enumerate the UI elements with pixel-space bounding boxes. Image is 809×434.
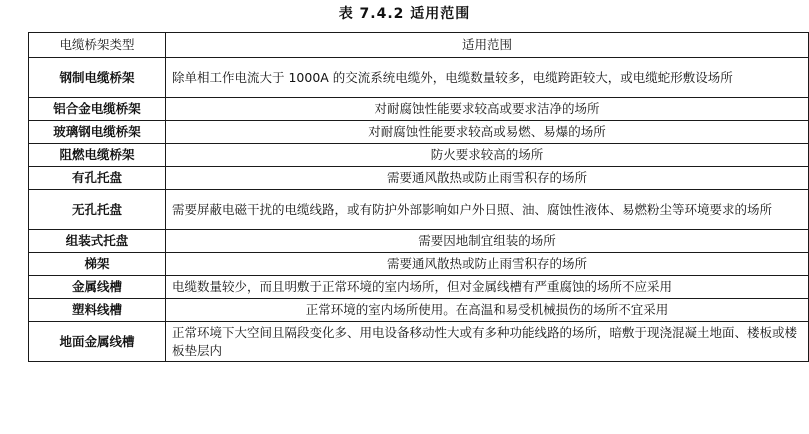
row-scope-cell: 对耐腐蚀性能要求较高或要求洁净的场所 xyxy=(166,98,809,121)
table-row xyxy=(29,299,809,322)
row-scope-cell: 除单相工作电流大于 1000A 的交流系统电缆外，电缆数量较多，电缆跨距较大，或电缆蛇形敷设场所 xyxy=(166,58,809,98)
row-type-cell: 无孔托盘 xyxy=(29,190,166,230)
row-type-cell: 阻燃电缆桥架 xyxy=(29,144,166,167)
table-title: 表 7.4.2 适用范围 xyxy=(338,6,471,22)
row-type-cell: 金属线槽 xyxy=(29,276,166,299)
row-scope-cell: 防火要求较高的场所 xyxy=(166,144,809,167)
table-row xyxy=(29,276,809,299)
row-type-cell: 地面金属线槽 xyxy=(29,322,166,362)
row-type-cell: 钢制电缆桥架 xyxy=(29,58,166,98)
header-type-cell: 电缆桥架类型 xyxy=(29,33,166,58)
table-row xyxy=(29,322,809,362)
table-row xyxy=(29,121,809,144)
row-type-cell: 塑料线槽 xyxy=(29,299,166,322)
application-scope-table xyxy=(28,32,809,362)
table-row xyxy=(29,253,809,276)
row-scope-cell: 电缆数量较少，而且明敷于正常环境的室内场所，但对金属线槽有严重腐蚀的场所不应采用 xyxy=(166,276,809,299)
row-type-cell: 有孔托盘 xyxy=(29,167,166,190)
row-scope-cell: 正常环境的室内场所使用。在高温和易受机械损伤的场所不宜采用 xyxy=(166,299,809,322)
row-scope-cell: 对耐腐蚀性能要求较高或易燃、易爆的场所 xyxy=(166,121,809,144)
row-type-cell: 组装式托盘 xyxy=(29,230,166,253)
row-scope-cell: 需要因地制宜组装的场所 xyxy=(166,230,809,253)
row-scope-cell: 正常环境下大空间且隔段变化多、用电设备移动性大或有多种功能线路的场所，暗敷于现浇混凝土地面、楼板或楼板垫层内 xyxy=(166,322,809,362)
row-type-cell: 铝合金电缆桥架 xyxy=(29,98,166,121)
table-header-row xyxy=(29,33,809,58)
row-scope-cell: 需要屏蔽电磁干扰的电缆线路，或有防护外部影响如户外日照、油、腐蚀性液体、易燃粉尘等环境要求的场所 xyxy=(166,190,809,230)
table-row xyxy=(29,230,809,253)
table-row xyxy=(29,98,809,121)
table-row xyxy=(29,144,809,167)
row-scope-cell: 需要通风散热或防止雨雪积存的场所 xyxy=(166,253,809,276)
table-row xyxy=(29,58,809,98)
row-scope-cell: 需要通风散热或防止雨雪积存的场所 xyxy=(166,167,809,190)
header-scope-cell: 适用范围 xyxy=(166,33,809,58)
table-row xyxy=(29,167,809,190)
row-type-cell: 梯架 xyxy=(29,253,166,276)
table-row xyxy=(29,190,809,230)
row-type-cell: 玻璃钢电缆桥架 xyxy=(29,121,166,144)
